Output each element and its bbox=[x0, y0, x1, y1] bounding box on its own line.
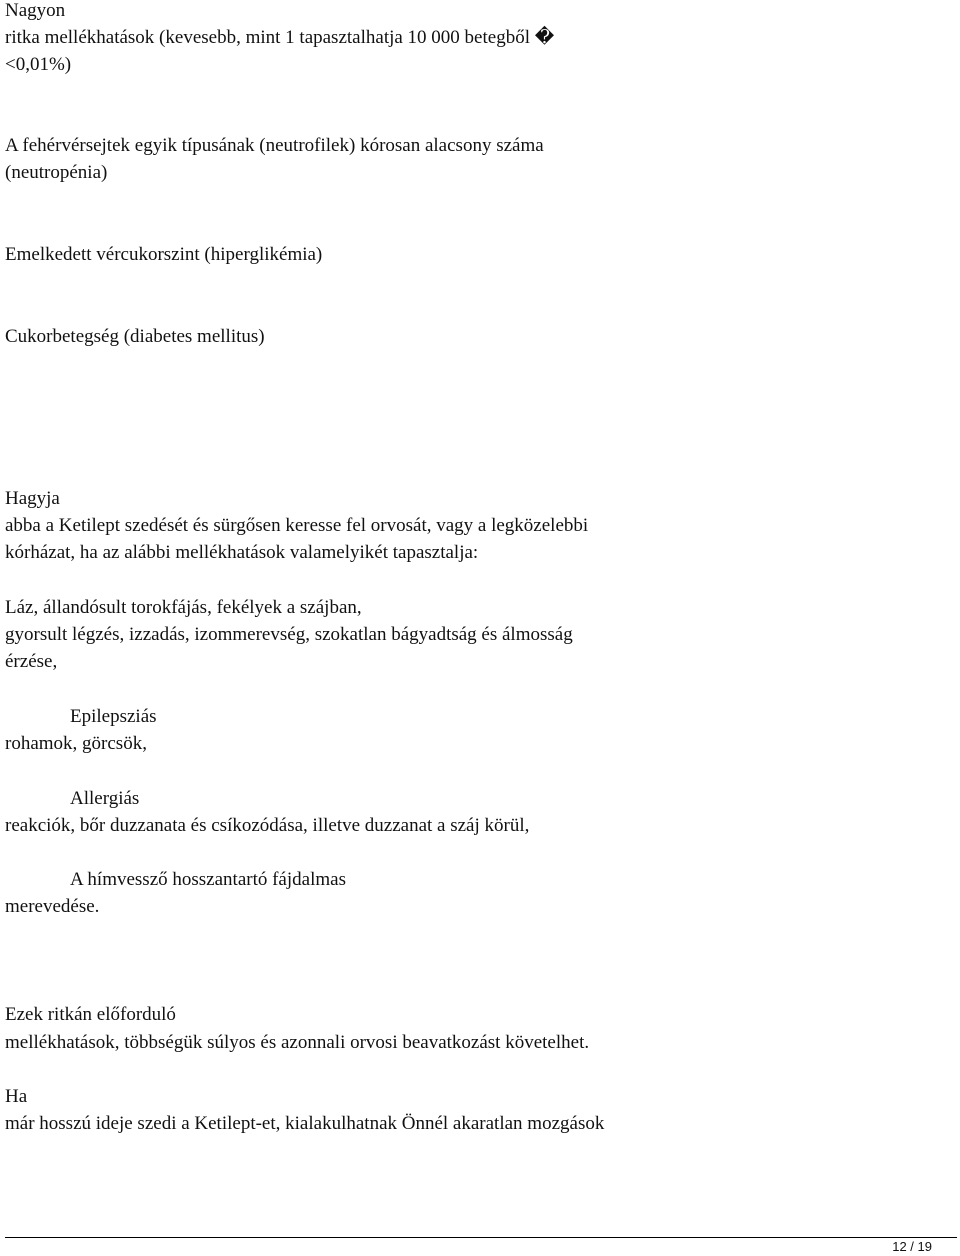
text-line: A fehérvérsejtek egyik típusának (neutrofilek) kórosan alacsony száma bbox=[5, 135, 544, 156]
text-line: Láz, állandósult torokfájás, fekélyek a szájban, bbox=[5, 597, 362, 618]
text-line: Emelkedett vércukorszint (hiperglikémia) bbox=[5, 244, 323, 265]
text-line: Hagyja bbox=[5, 488, 60, 509]
text-line: gyorsult légzés, izzadás, izommerevség, szokatlan bágyadtság és álmosság bbox=[5, 624, 573, 645]
text-line: Cukorbetegség (diabetes mellitus) bbox=[5, 326, 265, 347]
footer-divider bbox=[5, 1237, 957, 1238]
text-line: reakciók, bőr duzzanata és csíkozódása, illetve duzzanat a száj körül, bbox=[5, 815, 530, 836]
text-line: már hosszú ideje szedi a Ketilept-et, kialakulhatnak Önnél akaratlan mozgások bbox=[5, 1113, 605, 1134]
text-line: ritka mellékhatások (kevesebb, mint 1 tapasztalhatja 10 000 betegből � bbox=[5, 27, 555, 48]
text-line: <0,01%) bbox=[5, 54, 72, 75]
text-line: abba a Ketilept szedését és sürgősen keresse fel orvosát, vagy a legközelebbi bbox=[5, 515, 589, 536]
page-indicator: 12 / 19 bbox=[892, 1239, 932, 1254]
text-line: rohamok, görcsök, bbox=[5, 733, 147, 754]
text-line: Epilepsziás bbox=[70, 706, 157, 727]
text-line: Allergiás bbox=[70, 788, 140, 809]
text-line: érzése, bbox=[5, 651, 58, 672]
text-line: kórházat, ha az alábbi mellékhatások valamelyikét tapasztalja: bbox=[5, 542, 479, 563]
text-line: mellékhatások, többségük súlyos és azonnali orvosi beavatkozást követelhet. bbox=[5, 1032, 590, 1053]
text-line: merevedése. bbox=[5, 896, 100, 917]
text-line: (neutropénia) bbox=[5, 162, 108, 183]
text-line: Ha bbox=[5, 1086, 28, 1107]
text-line: Ezek ritkán előforduló bbox=[5, 1004, 176, 1025]
text-line: Nagyon bbox=[5, 0, 66, 21]
text-line: A hímvessző hosszantartó fájdalmas bbox=[70, 869, 346, 890]
